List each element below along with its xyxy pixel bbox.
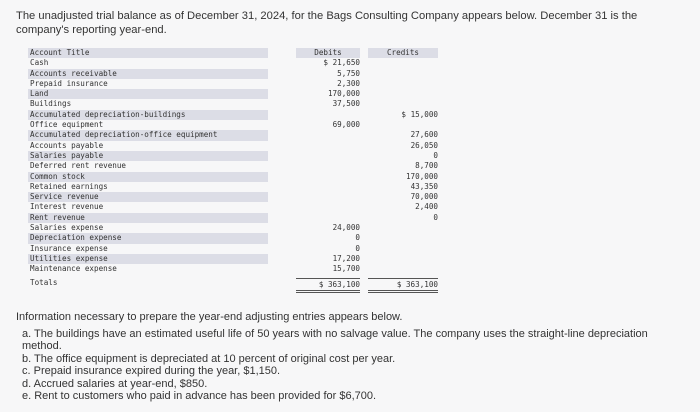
credit-cell: 0 [433, 150, 438, 160]
account-cell: Salaries expense [30, 223, 104, 233]
account-cell: Service revenue [28, 192, 268, 202]
info-lead: Information necessary to prepare the year-end adjusting entries appears below. [16, 311, 403, 323]
info-item: e. Rent to customers who paid in advance has been provided for $6,700. [22, 390, 377, 402]
table-row [28, 254, 423, 264]
debit-cell: 69,000 [332, 120, 360, 130]
table-row [28, 140, 438, 151]
account-cell: Retained earnings [30, 181, 108, 191]
account-cell: Prepaid insurance [30, 78, 108, 88]
table-row [28, 58, 423, 68]
account-cell: Deferred rent revenue [30, 161, 127, 171]
info-items [16, 328, 688, 403]
account-cell: Insurance expense [30, 243, 108, 253]
table-row [28, 99, 423, 109]
credit-cell: 8,700 [415, 161, 438, 171]
account-cell: Accounts payable [30, 140, 104, 150]
account-cell: Maintenance expense [30, 264, 117, 274]
account-cell: Depreciation expense [28, 233, 268, 243]
table-row [28, 120, 423, 130]
table-row [28, 109, 438, 120]
credit-cell: 27,600 [410, 130, 438, 140]
table-row [28, 69, 423, 79]
table-row [28, 171, 438, 182]
credit-cell: 43,350 [410, 181, 438, 191]
credits-header: Credits [368, 48, 438, 58]
account-cell: Accumulated depreciation-office equipment [28, 130, 268, 140]
debit-cell: $ 21,650 [323, 58, 360, 68]
table-row [28, 202, 438, 212]
table-row [28, 212, 438, 223]
account-cell: Salaries payable [28, 151, 268, 161]
table-row [28, 181, 438, 192]
adjustment-info [16, 311, 688, 403]
table-row [28, 264, 423, 274]
account-cell: Cash [30, 58, 49, 68]
account-cell: Land [28, 89, 268, 99]
info-item: a. The buildings have an estimated useful life of 50 years with no salvage value. The company uses the straight-line depreciation method. [22, 327, 648, 352]
debit-cell: 170,000 [327, 89, 360, 99]
credit-cell: 26,050 [410, 140, 438, 150]
credit-cell: 170,000 [405, 171, 438, 181]
info-item: d. Accrued salaries at year-end, $850. [22, 377, 208, 390]
table-header [28, 48, 423, 58]
debits-header: Debits [296, 48, 360, 58]
credit-cell: 0 [433, 212, 438, 222]
debit-cell: 37,500 [332, 99, 360, 109]
debit-cell: 0 [355, 243, 360, 253]
debit-cell: 2,300 [337, 78, 360, 88]
debit-cell: 5,750 [337, 68, 360, 78]
account-cell: Buildings [30, 99, 72, 109]
account-cell: Rent revenue [28, 213, 268, 223]
debit-cell: 0 [355, 233, 360, 243]
account-title-header: Account Title [28, 48, 268, 58]
totals-debit: $ 363,100 [296, 278, 360, 293]
table-row [28, 223, 423, 233]
table-row [28, 192, 438, 202]
table-row [28, 161, 438, 171]
debit-cell: 15,700 [332, 264, 360, 274]
account-cell: Office equipment [30, 120, 104, 130]
table-row [28, 79, 423, 89]
credit-cell: 2,400 [415, 202, 438, 212]
debit-cell: 24,000 [332, 223, 360, 233]
table-row [28, 150, 438, 161]
totals-row [28, 277, 438, 291]
totals-label: Totals [30, 277, 58, 287]
credit-cell: $ 15,000 [401, 109, 438, 119]
account-cell: Accumulated depreciation-buildings [28, 110, 268, 120]
table-row [28, 244, 423, 254]
info-item: b. The office equipment is depreciated at 10 percent of original cost per year. [22, 352, 396, 365]
table-row [28, 233, 423, 243]
account-cell: Common stock [28, 172, 268, 182]
table-body [28, 58, 438, 274]
table-row [28, 89, 423, 99]
info-item: c. Prepaid insurance expired during the year, $1,150. [22, 365, 281, 377]
table-row [28, 130, 438, 140]
account-cell: Interest revenue [30, 202, 104, 212]
account-cell: Accounts receivable [28, 69, 268, 79]
intro-text: The unadjusted trial balance as of December 31, 2024, for the Bags Consulting Company appears below. December 31 is the company's reporting year-end. [16, 10, 638, 36]
credit-cell: 70,000 [410, 192, 438, 202]
trial-balance-table [28, 48, 438, 291]
totals-credit: $ 363,100 [368, 278, 438, 293]
debit-cell: 17,200 [332, 253, 360, 263]
account-cell: Utilities expense [28, 254, 268, 264]
